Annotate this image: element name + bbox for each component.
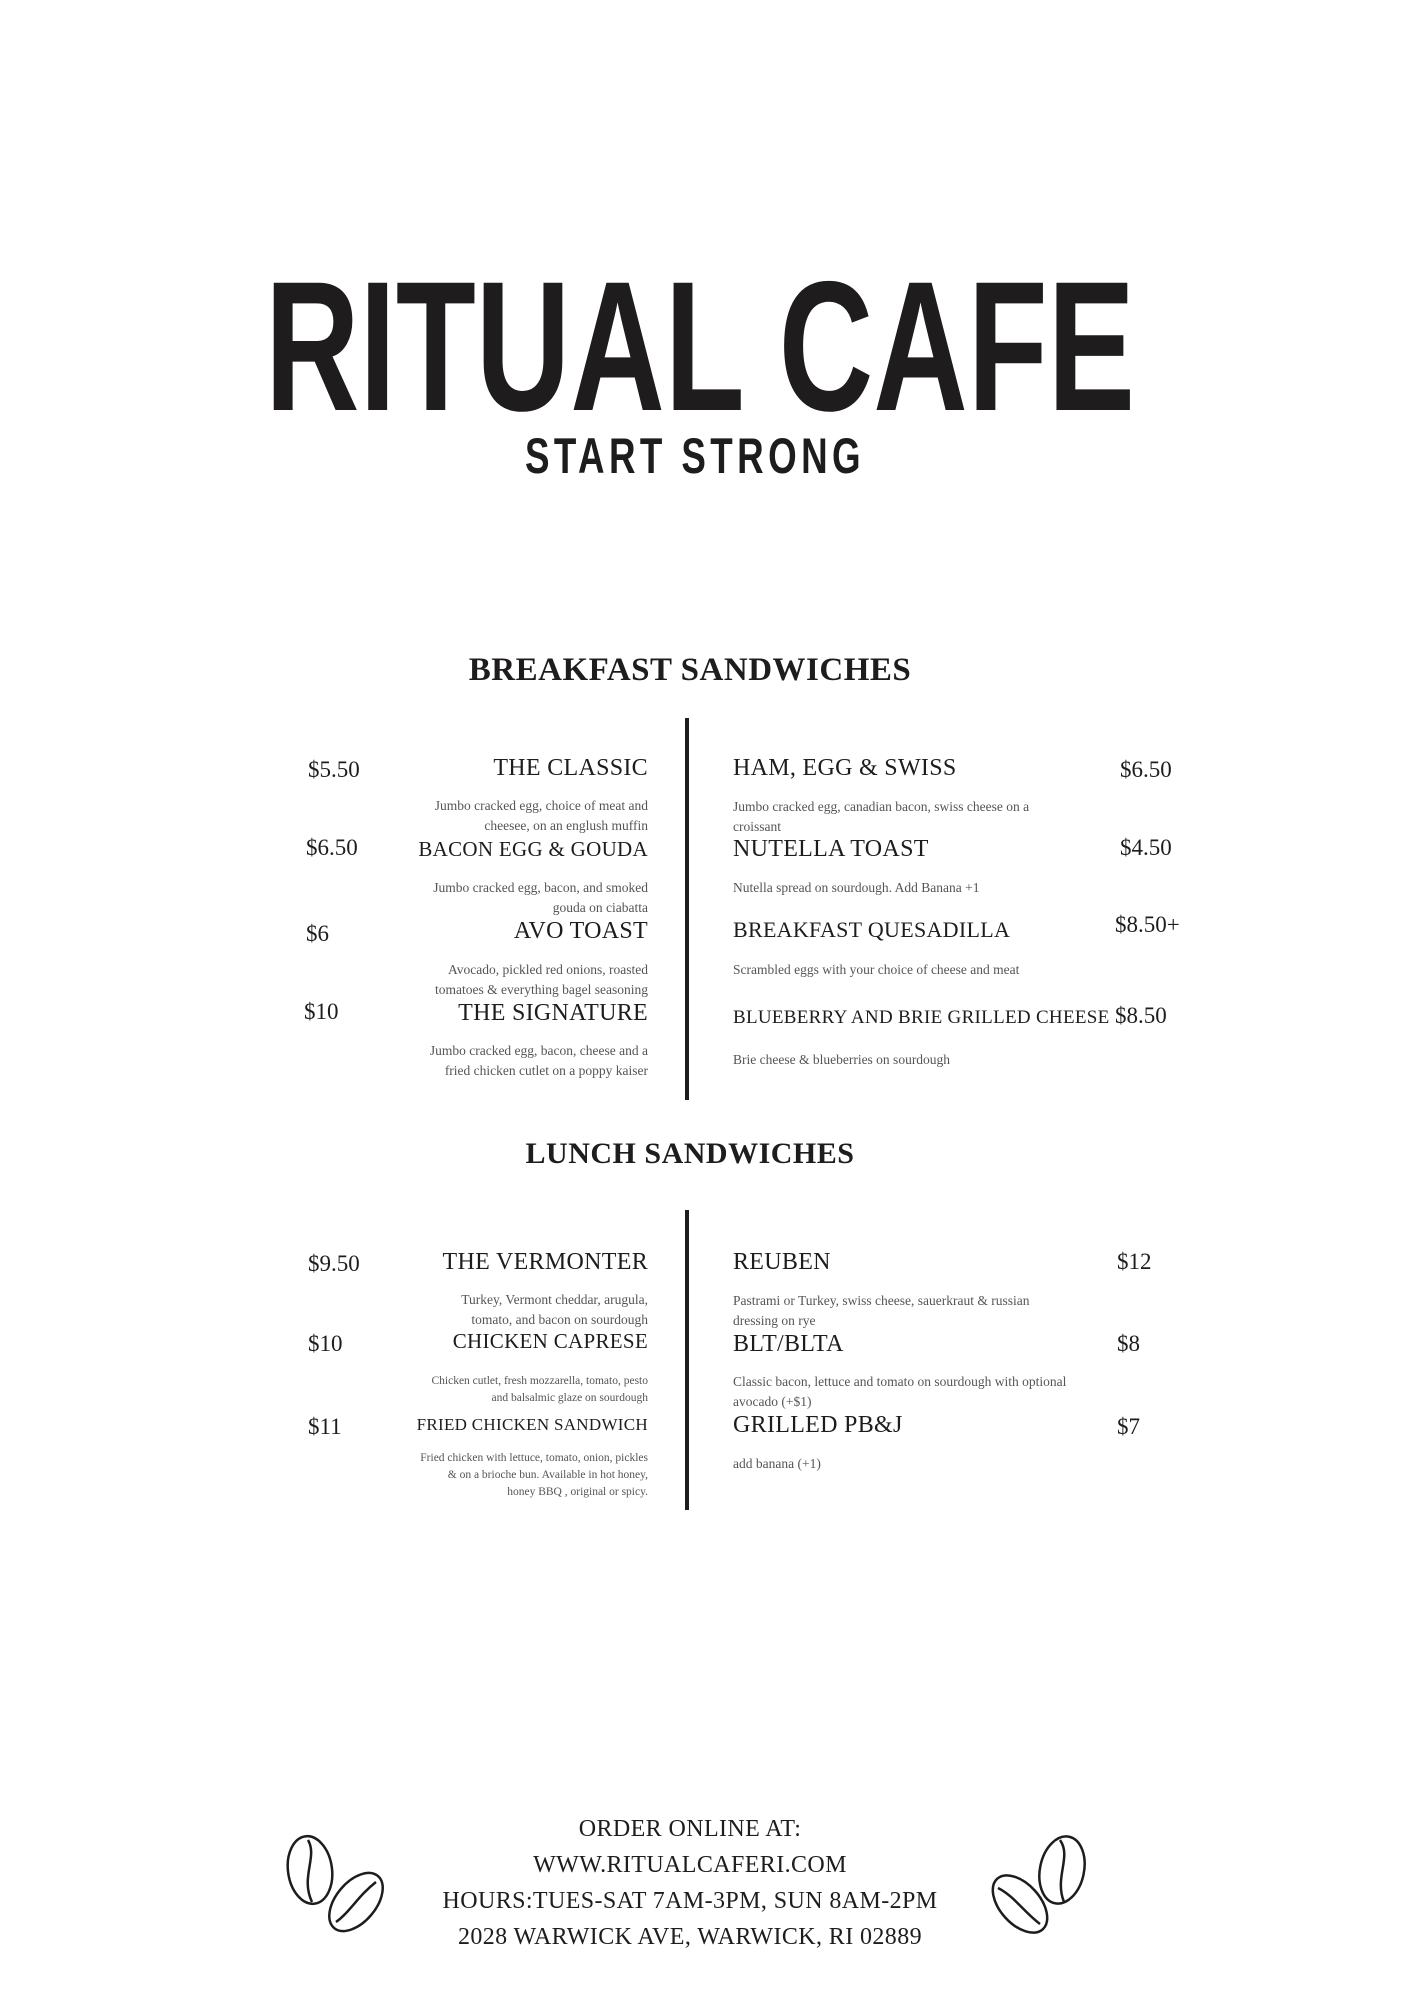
item-price: $6	[306, 921, 329, 946]
item-description: Jumbo cracked egg, bacon, and smoked gouda on ciabatta	[433, 880, 648, 915]
item-description: Classic bacon, lettuce and tomato on sourdough with optional avocado (+$1)	[733, 1374, 1067, 1409]
item-name: REUBEN	[733, 1249, 831, 1275]
item-price: $5.50	[308, 757, 360, 782]
breakfast-section-title: BREAKFAST SANDWICHES	[468, 652, 912, 688]
item-name: THE CLASSIC	[493, 755, 648, 781]
item-price: $8	[1117, 1331, 1140, 1356]
item-price: $8.50	[1115, 1003, 1167, 1028]
item-description: Jumbo cracked egg, bacon, cheese and a fried chicken cutlet on a poppy kaiser	[429, 1043, 648, 1078]
address-text: 2028 WARWICK AVE, WARWICK, RI 02889	[457, 1924, 923, 1950]
item-price: $12	[1117, 1249, 1152, 1274]
hours-text: HOURS:TUES-SAT 7AM-3PM, SUN 8AM-2PM	[442, 1888, 938, 1914]
item-name: HAM, EGG & SWISS	[733, 755, 957, 781]
item-name: GRILLED PB&J	[733, 1412, 903, 1438]
item-name: BREAKFAST QUESADILLA	[733, 917, 1011, 942]
lunch-section-title: LUNCH SANDWICHES	[525, 1137, 855, 1170]
item-description: Jumbo cracked egg, canadian bacon, swiss cheese on a croissant	[733, 799, 1030, 834]
item-price: $11	[308, 1414, 342, 1439]
brand-name: RITUAL CAFE	[265, 244, 1135, 450]
item-description: Scrambled eggs with your choice of cheese and meat	[733, 962, 1020, 977]
item-description: Avocado, pickled red onions, roasted tomatoes & everything bagel seasoning	[435, 962, 648, 997]
item-description: Jumbo cracked egg, choice of meat and cheesee, on an englush muffin	[434, 798, 648, 833]
coffee-beans-icon	[980, 1832, 1100, 1942]
item-price: $10	[304, 999, 339, 1024]
breakfast-divider	[685, 718, 689, 1100]
item-price: $10	[308, 1331, 343, 1356]
item-name: AVO TOAST	[513, 918, 648, 944]
item-price: $8.50+	[1115, 912, 1180, 937]
item-description: Brie cheese & blueberries on sourdough	[733, 1052, 951, 1067]
website-link[interactable]: WWW.RITUALCAFERI.COM	[533, 1852, 847, 1878]
item-description: Turkey, Vermont cheddar, arugula, tomato, and bacon on sourdough	[461, 1292, 648, 1327]
item-description: Pastrami or Turkey, swiss cheese, sauerkraut & russian dressing on rye	[733, 1293, 1030, 1328]
item-price: $6.50	[306, 835, 358, 860]
order-online-label: ORDER ONLINE AT:	[578, 1816, 802, 1842]
coffee-beans-icon	[278, 1832, 398, 1942]
item-description: Fried chicken with lettuce, tomato, onion, pickles & on a brioche bun. Available in hot honey, honey BBQ , original or spicy.	[420, 1452, 648, 1498]
item-price: $4.50	[1120, 835, 1172, 860]
item-name: BLUEBERRY AND BRIE GRILLED CHEESE	[733, 1007, 1110, 1028]
item-description: Chicken cutlet, fresh mozzarella, tomato, pesto and balsalmic glaze on sourdough	[431, 1375, 648, 1404]
item-name: THE VERMONTER	[442, 1249, 648, 1275]
item-price: $6.50	[1120, 757, 1172, 782]
item-description: add banana (+1)	[733, 1456, 821, 1471]
item-name: THE SIGNATURE	[458, 1000, 648, 1026]
ritual-cafe-logo	[250, 205, 1150, 485]
item-price: $9.50	[308, 1251, 360, 1276]
item-name: BLT/BLTA	[733, 1331, 844, 1357]
item-name: FRIED CHICKEN SANDWICH	[416, 1415, 648, 1434]
item-name: NUTELLA TOAST	[733, 836, 929, 862]
item-description: Nutella spread on sourdough. Add Banana +1	[733, 880, 980, 895]
item-price: $7	[1117, 1414, 1140, 1439]
lunch-divider	[685, 1210, 689, 1510]
item-name: BACON EGG & GOUDA	[418, 837, 648, 861]
item-name: CHICKEN CAPRESE	[452, 1329, 648, 1353]
brand-tagline: START STRONG	[525, 428, 865, 484]
